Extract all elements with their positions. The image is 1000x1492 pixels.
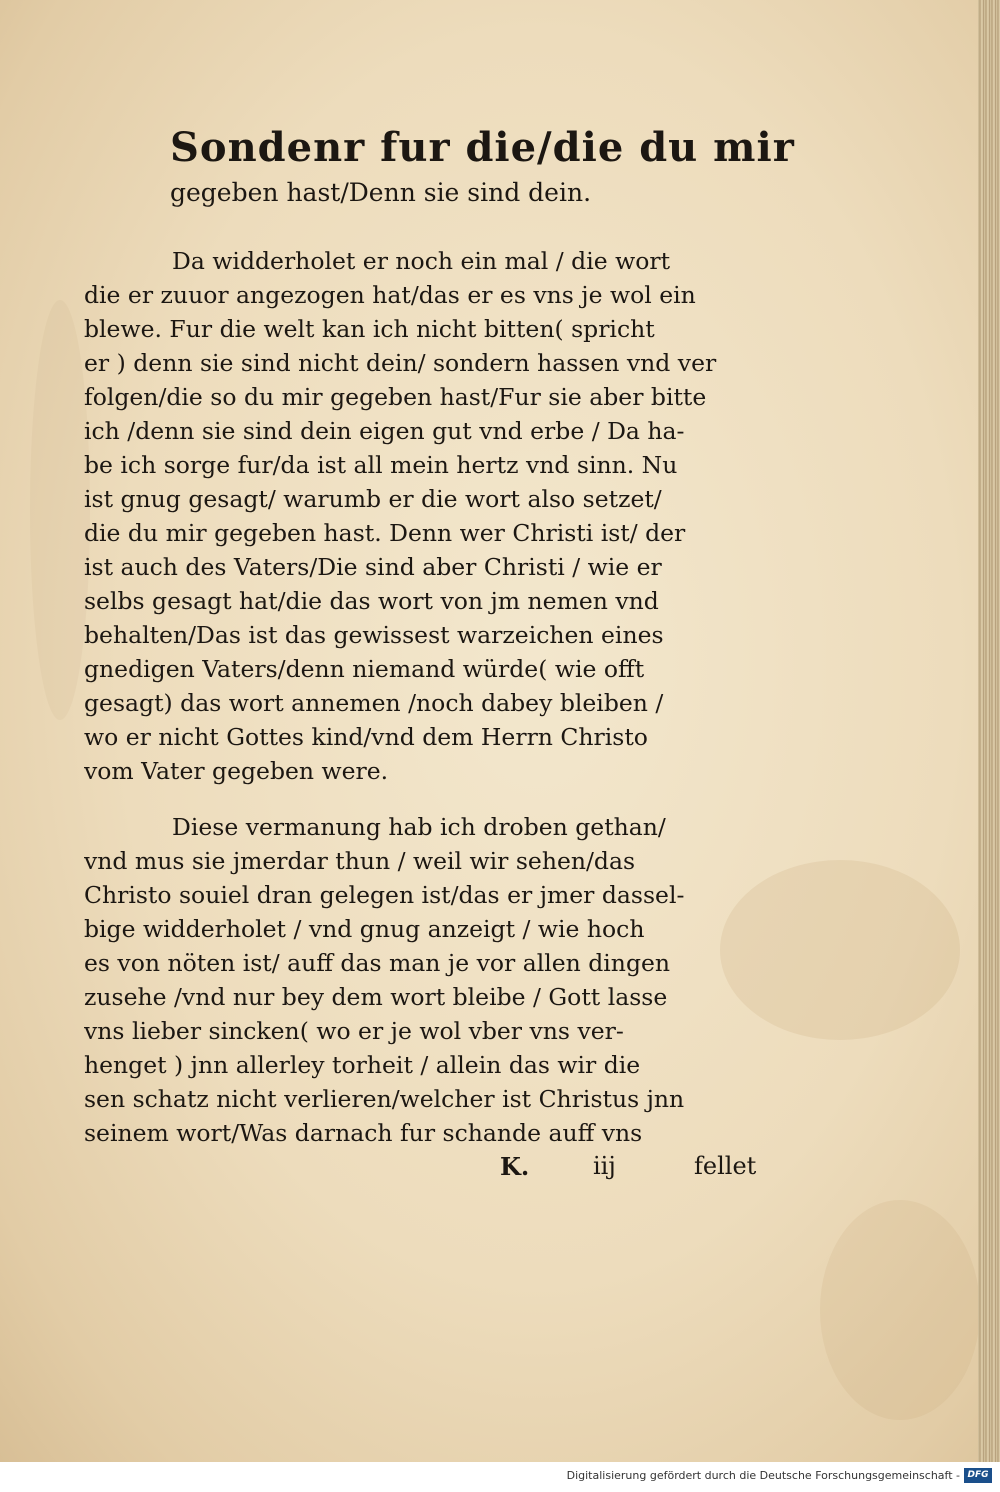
digitization-credit: Digitalisierung gefördert durch die Deutsche Forschungsgemeinschaft - <box>566 1469 960 1482</box>
text-line: gesagt) das wort annemen /noch dabey bleiben / <box>84 689 664 717</box>
text-line: Christo souiel dran gelegen ist/das er jmer dassel- <box>84 881 685 909</box>
dfg-logo-icon: DFG <box>964 1468 992 1483</box>
heading-line-1: Sondenr fur die/die du mir <box>170 124 795 171</box>
paragraph-2 <box>84 810 804 1150</box>
text-line: gnedigen Vaters/denn niemand würde( wie offt <box>84 655 645 683</box>
text-line: ist auch des Vaters/Die sind aber Christi / wie er <box>84 553 662 581</box>
leaf-number: iij <box>593 1152 616 1180</box>
text-line: ich /denn sie sind dein eigen gut vnd erbe / Da ha- <box>84 417 685 445</box>
text-line: es von nöten ist/ auff das man je vor allen dingen <box>84 949 671 977</box>
text-line: vom Vater gegeben were. <box>84 757 389 785</box>
text-line: bige widderholet / vnd gnug anzeigt / wie hoch <box>84 915 645 943</box>
text-line: blewe. Fur die welt kan ich nicht bitten( spricht <box>84 315 655 343</box>
text-line: Diese vermanung hab ich droben gethan/ <box>172 813 666 841</box>
text-line: folgen/die so du mir gegeben hast/Fur sie aber bitte <box>84 383 707 411</box>
text-line: er ) denn sie sind nicht dein/ sondern hassen vnd ver <box>84 349 717 377</box>
binding-shadow <box>30 300 90 720</box>
text-line: henget ) jnn allerley torheit / allein das wir die <box>84 1051 641 1079</box>
page-stack-edge <box>978 0 1000 1462</box>
text-line: be ich sorge fur/da ist all mein hertz vnd sinn. Nu <box>84 451 678 479</box>
text-line: die du mir gegeben hast. Denn wer Christi ist/ der <box>84 519 686 547</box>
text-line: sen schatz nicht verlieren/welcher ist Christus jnn <box>84 1085 685 1113</box>
text-line: vnd mus sie jmerdar thun / weil wir sehen/das <box>84 847 636 875</box>
heading-line-2: gegeben hast/Denn sie sind dein. <box>170 178 592 207</box>
signature-mark: K. <box>500 1152 530 1181</box>
text-line: ist gnug gesagt/ warumb er die wort also setzet/ <box>84 485 662 513</box>
paragraph-1 <box>84 244 804 788</box>
catchword: fellet <box>694 1152 757 1180</box>
text-line: zusehe /vnd nur bey dem wort bleibe / Gott lasse <box>84 983 668 1011</box>
text-line: wo er nicht Gottes kind/vnd dem Herrn Christo <box>84 723 648 751</box>
text-line: die er zuuor angezogen hat/das er es vns je wol ein <box>84 281 696 309</box>
text-line: vns lieber sincken( wo er je wol vber vns ver- <box>84 1017 624 1045</box>
text-line: Da widderholet er noch ein mal / die wort <box>172 247 671 275</box>
text-line: seinem wort/Was darnach fur schande auff vns <box>84 1119 643 1147</box>
text-line: selbs gesagt hat/die das wort von jm nemen vnd <box>84 587 659 615</box>
footer-bar <box>0 1462 1000 1492</box>
text-line: behalten/Das ist das gewissest warzeichen eines <box>84 621 664 649</box>
water-stain <box>820 1200 980 1420</box>
